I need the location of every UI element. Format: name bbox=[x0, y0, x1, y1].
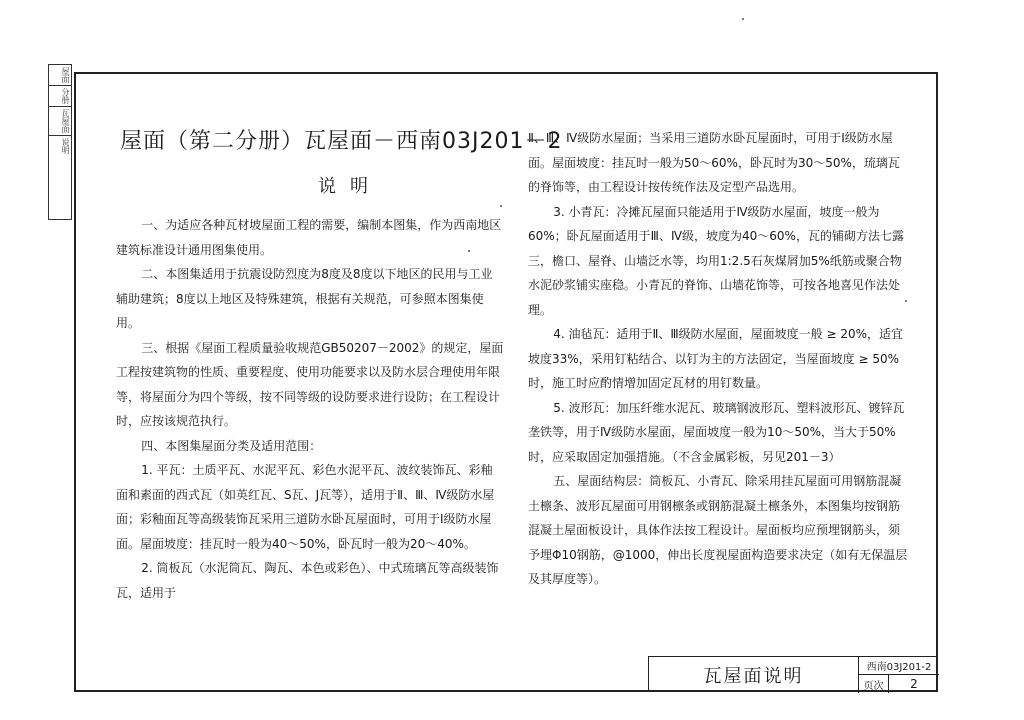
paragraph: 二、本图集适用于抗震设防烈度为8度及8度以下地区的民用与工业辅助建筑；8度以上地区及特殊建筑，根据有关规范，可参照本图集使用。 bbox=[116, 267, 493, 330]
side-index-label bbox=[48, 64, 72, 220]
title-block bbox=[648, 656, 938, 692]
paragraph: 3. 小青瓦：冷摊瓦屋面只能适用于Ⅳ级防水屋面，坡度一般为60%；卧瓦屋面适用于Ⅲ、Ⅳ级，坡度为40～60%，瓦的铺砌方法七露三，檐口、屋脊、山墙泛水等，均用1:2.5石灰煤屑加5%纸筋或聚合物水泥砂浆铺实座稳。小青瓦的脊饰、山墙花饰等，可按各地喜见作法处理。 bbox=[528, 204, 904, 317]
page-title: 屋面（第二分册）瓦屋面－西南03J201－2 bbox=[120, 129, 563, 154]
scan-speck bbox=[905, 300, 907, 302]
scan-speck bbox=[468, 250, 470, 252]
side-label-segment: 说明 bbox=[61, 138, 70, 154]
paragraph: Ⅱ、Ⅲ、Ⅳ级防水屋面；当采用三道防水卧瓦屋面时，可用于Ⅰ级防水屋面。屋面坡度：挂瓦时一般为50～60%，卧瓦时为30～50%，琉璃瓦的脊饰等，由工程设计按传统作法及定型产品选用。 bbox=[528, 131, 900, 194]
drawing-name: 瓦屋面说明 bbox=[649, 657, 859, 693]
scan-speck bbox=[500, 205, 502, 207]
paragraph: 1. 平瓦：土质平瓦、水泥平瓦、彩色水泥平瓦、波纹装饰瓦、彩釉面和素面的西式瓦（如英红瓦、S瓦、J瓦等），适用于Ⅱ、Ⅲ、Ⅳ级防水屋面；彩釉面瓦等高级装饰瓦采用三道防水卧瓦屋面时，可用于Ⅰ级防水屋面。屋面坡度：挂瓦时一般为40～50%，卧瓦时一般为20～40%。 bbox=[116, 463, 495, 551]
left-text-column bbox=[116, 213, 504, 605]
side-label-segment: 分册 bbox=[49, 86, 71, 107]
paragraph: 2. 筒板瓦（水泥筒瓦、陶瓦、本色或彩色）、中式琉璃瓦等高级装饰瓦，适用于 bbox=[116, 561, 499, 600]
page-label: 页次 bbox=[859, 675, 889, 693]
side-label-segment: 瓦屋面 bbox=[49, 107, 71, 136]
atlas-code: 西南03J201-2 bbox=[859, 657, 939, 675]
paragraph: 一、为适应各种瓦材坡屋面工程的需要，编制本图集，作为西南地区建筑标准设计通用图集使用。 bbox=[116, 218, 502, 257]
scan-speck bbox=[742, 18, 744, 20]
section-heading: 说明 bbox=[318, 176, 382, 197]
paragraph: 5. 波形瓦：加压纤维水泥瓦、玻璃钢波形瓦、塑料波形瓦、镀锌瓦垄铁等，用于Ⅳ级防水屋面，屋面坡度一般为10～50%，当大于50%时，应采取固定加强措施。（不含金属彩板，另见201－3） bbox=[528, 400, 905, 464]
paragraph: 三、根据《屋面工程质量验收规范GB50207－2002》的规定，屋面工程按建筑物的性质、重要程度、使用功能要求以及防水层合理使用年限等，将屋面分为四个等级，按不同等级的设防要求进行设防；在工程设计时，应按该规范执行。 bbox=[116, 340, 504, 428]
paragraph: 五、屋面结构层：筒板瓦、小青瓦、除采用挂瓦屋面可用钢筋混凝土檩条、波形瓦屋面可用钢檩条或钢筋混凝土檩条外，本图集均按钢筋混凝土屋面板设计，具体作法按工程设计。屋面板均应预埋钢筋头，须予埋Φ10钢筋，@1000，伸出长度视屋面构造要求决定（如有无保温层及其厚度等）。 bbox=[528, 474, 908, 586]
side-label-segment: 屋面 bbox=[49, 65, 71, 86]
paragraph: 四、本图集屋面分类及适用范围： bbox=[141, 438, 322, 453]
paragraph: 4. 油毡瓦：适用于Ⅱ、Ⅲ级防水屋面，屋面坡度一般 ≥ 20%，适宜坡度33%，采用钉粘结合、以钉为主的方法固定，当屋面坡度 ≥ 50%时，施工时应酌情增加固定瓦材的用钉数量。 bbox=[528, 327, 903, 390]
right-text-column bbox=[528, 126, 910, 592]
page-number: 2 bbox=[910, 677, 918, 691]
